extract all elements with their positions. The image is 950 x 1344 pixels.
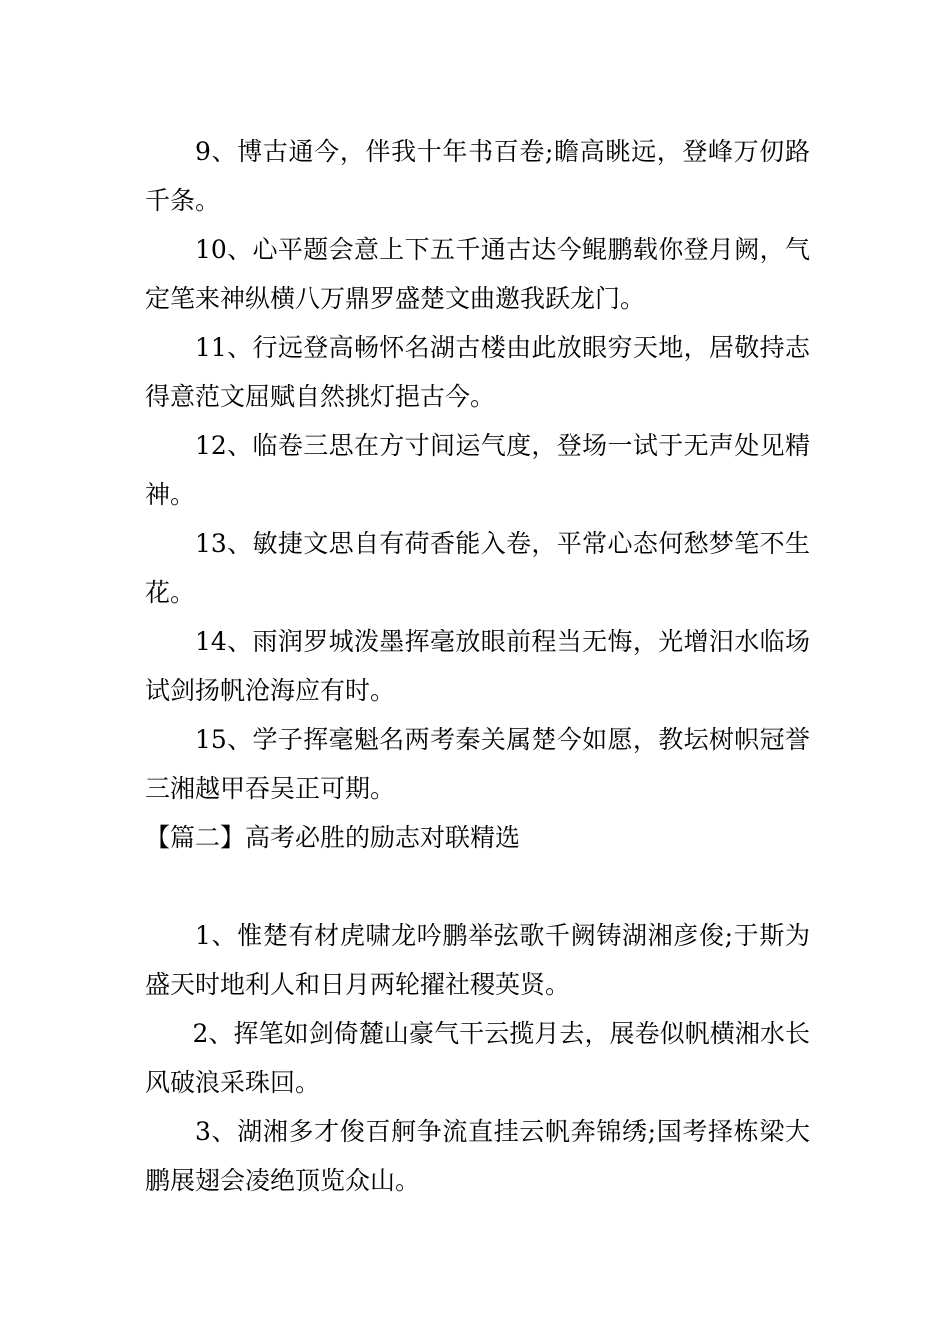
- couplet-item: 14、雨润罗城泼墨挥毫放眼前程当无悔，光增汨水临场试剑扬帆沧海应有时。: [145, 627, 810, 705]
- blank-line: [145, 862, 810, 911]
- couplet-item: 1、惟楚有材虎啸龙吟鹏举弦歌千阙铸湖湘彦俊;于斯为盛天时地利人和日月两轮擢社稷英贤。: [145, 921, 810, 999]
- document-page: [145, 127, 810, 1205]
- couplet-item: 12、临卷三思在方寸间运气度，登场一试于无声处见精神。: [145, 431, 810, 509]
- couplet-item: 13、敏捷文思自有荷香能入卷，平常心态何愁梦笔不生花。: [145, 529, 810, 607]
- couplet-item: 9、博古通今，伴我十年书百卷;瞻高眺远，登峰万仞路千条。: [145, 137, 810, 215]
- couplet-item: 15、学子挥毫魁名两考秦关属楚今如愿，教坛树帜冠誉三湘越甲吞吴正可期。: [145, 725, 810, 803]
- couplet-item: 11、行远登高畅怀名湖古楼由此放眼穷天地，居敬持志得意范文屈赋自然挑灯挹古今。: [145, 333, 810, 411]
- couplet-item: 2、挥笔如剑倚麓山豪气干云揽月去，展卷似帆横湘水长风破浪采珠回。: [145, 1019, 810, 1097]
- couplet-item: 10、心平题会意上下五千通古达今鲲鹏载你登月阙，气定笔来神纵横八万鼎罗盛楚文曲邀我跃龙门。: [145, 235, 810, 313]
- section-heading: 【篇二】高考必胜的励志对联精选: [145, 823, 521, 852]
- couplet-item: 3、湖湘多才俊百舸争流直挂云帆奔锦绣;国考择栋梁大鹏展翅会凌绝顶览众山。: [145, 1117, 810, 1195]
